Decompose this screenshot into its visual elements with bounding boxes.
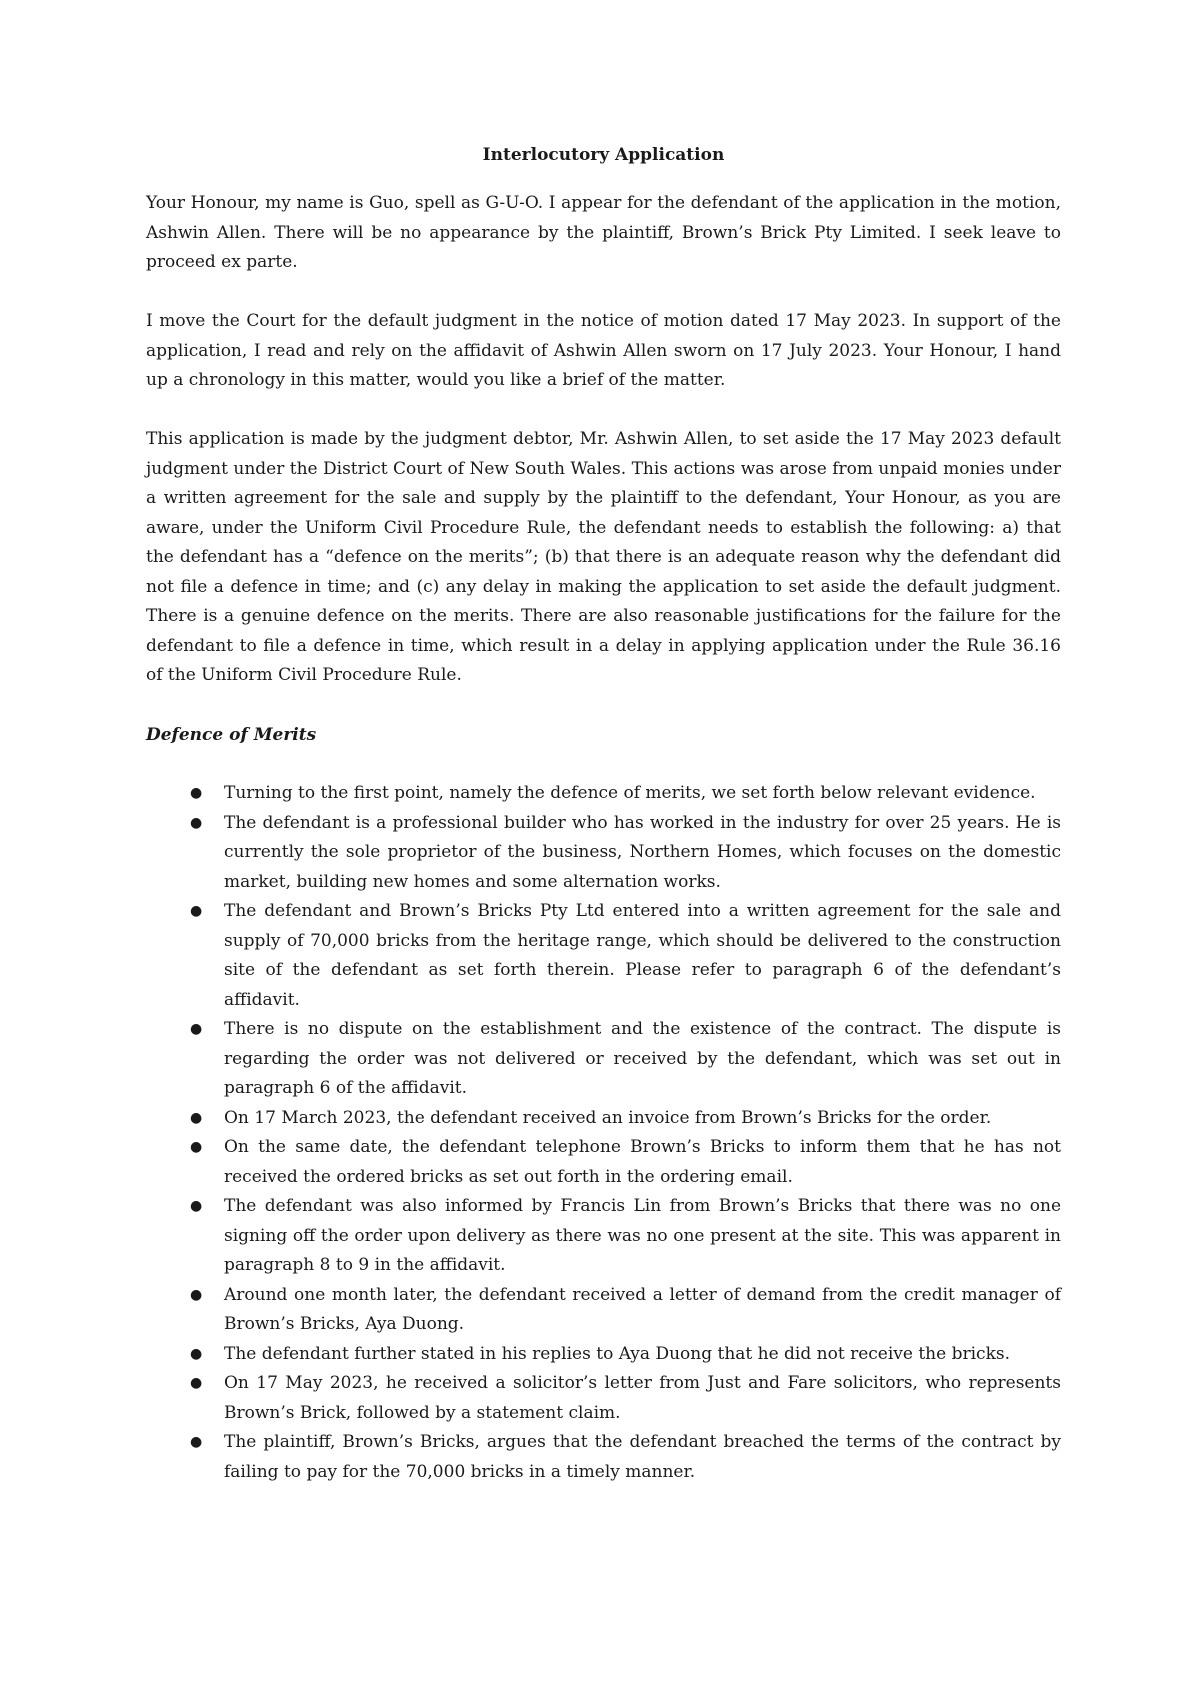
document-title: Interlocutory Application xyxy=(482,145,725,165)
paragraph-motion: I move the Court for the default judgment in the notice of motion dated 17 May 2023. In support of the application, I read and rely on the affidavit of Ashwin Allen sworn on 17 July 2023. Your Honour, I hand up a chronology in this matter, would you like a brief of the matter. xyxy=(146,311,1061,390)
list-item-text: Around one month later, the defendant received a letter of demand from the credit manager of Brown’s Bricks, Aya Duong. xyxy=(224,1284,1061,1334)
bullet-icon: ● xyxy=(190,1345,203,1362)
list-item-text: On 17 March 2023, the defendant received an invoice from Brown’s Bricks for the order. xyxy=(224,1107,992,1128)
bullet-icon: ● xyxy=(190,1286,203,1303)
bullet-icon: ● xyxy=(190,903,203,919)
evidence-bullet-list xyxy=(146,779,1061,1487)
list-item-text: There is no dispute on the establishment and the existence of the contract. The dispute is regarding the order was not delivered or received by the defendant, which was set out in paragraph 6 of the affidavit. xyxy=(224,1019,1061,1098)
list-item xyxy=(146,1369,1061,1428)
bullet-icon: ● xyxy=(190,1198,203,1214)
list-item-text: The defendant is a professional builder who has worked in the industry for over 25 years. He is currently the sole proprietor of the business, Northern Homes, which focuses on the domestic market, building new homes and some alternation works. xyxy=(224,812,1061,892)
list-item-text: The defendant and Brown’s Bricks Pty Ltd entered into a written agreement for the sale and supply of 70,000 bricks from the heritage range, which should be delivered to the construction site of the defendant as set forth therein. Please refer to paragraph 6 of the defendant’s affidavit. xyxy=(224,901,1061,1010)
bullet-icon: ● xyxy=(190,785,203,801)
list-item-text: The plaintiff, Brown’s Bricks, argues that the defendant breached the terms of the contract by failing to pay for the 70,000 bricks in a timely manner. xyxy=(224,1432,1061,1482)
list-item xyxy=(146,809,1061,898)
section-heading-defence-of-merits: Defence of Merits xyxy=(146,725,317,745)
list-item-text: The defendant further stated in his replies to Aya Duong that he did not receive the bricks. xyxy=(224,1343,1010,1364)
bullet-icon: ● xyxy=(190,1109,203,1126)
bullet-icon: ● xyxy=(190,1139,203,1155)
bullet-icon: ● xyxy=(190,814,203,831)
list-item xyxy=(146,1428,1061,1487)
list-item xyxy=(146,1104,1061,1134)
list-item-text: Turning to the first point, namely the defence of merits, we set forth below relevant evidence. xyxy=(224,783,1036,803)
list-item xyxy=(146,1192,1061,1281)
list-item xyxy=(146,1015,1061,1104)
paragraph-introduction: Your Honour, my name is Guo, spell as G-U-O. I appear for the defendant of the application in the motion, Ashwin Allen. There will be no appearance by the plaintiff, Brown’s Brick Pty Limited. I seek leave to proceed ex parte. xyxy=(146,193,1061,272)
list-item xyxy=(146,1281,1061,1340)
list-item xyxy=(146,779,1061,809)
bullet-icon: ● xyxy=(190,1434,203,1450)
bullet-icon: ● xyxy=(190,1021,203,1037)
list-item-text: The defendant was also informed by Francis Lin from Brown’s Bricks that there was no one signing off the order upon delivery as there was no one present at the site. This was apparent in paragraph 8 to 9 in the affidavit. xyxy=(224,1196,1061,1275)
list-item-text: On 17 May 2023, he received a solicitor’s letter from Just and Fare solicitors, who represents Brown’s Brick, followed by a statement claim. xyxy=(224,1373,1061,1423)
list-item xyxy=(146,1340,1061,1370)
paragraph-application-summary: This application is made by the judgment debtor, Mr. Ashwin Allen, to set aside the 17 May 2023 default judgment under the District Court of New South Wales. This actions was arose from unpaid monies under a written agreement for the sale and supply by the plaintiff to the defendant, Your Honour, as you are aware, under the Uniform Civil Procedure Rule, the defendant needs to establish the following: a) that the defendant has a “defence on the merits”; (b) that there is an adequate reason why the defendant did not file a defence in time; and (c) any delay in making the application to set aside the default judgment. There is a genuine defence on the merits. There are also reasonable justifications for the failure for the defendant to file a defence in time, which result in a delay in applying application under the Rule 36.16 of the Uniform Civil Procedure Rule. xyxy=(146,429,1061,685)
bullet-icon: ● xyxy=(190,1375,203,1391)
list-item xyxy=(146,1133,1061,1192)
document-page xyxy=(146,140,1061,1487)
list-item-text: On the same date, the defendant telephone Brown’s Bricks to inform them that he has not received the ordered bricks as set out forth in the ordering email. xyxy=(224,1137,1061,1187)
list-item xyxy=(146,897,1061,1015)
